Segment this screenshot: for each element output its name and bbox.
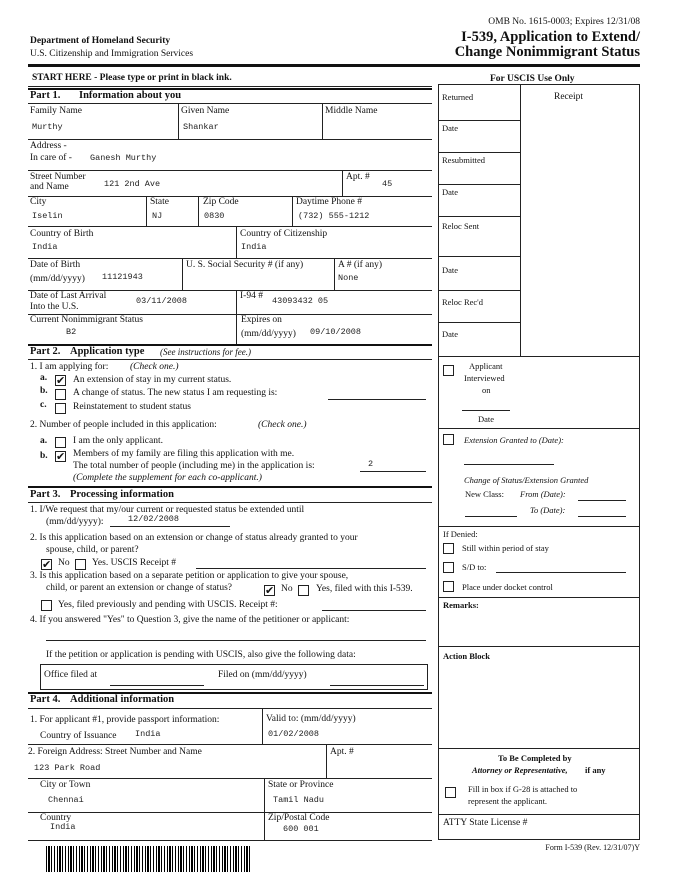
- rule: [464, 464, 554, 465]
- in-care-of-value[interactable]: Ganesh Murthy: [90, 153, 157, 163]
- phone-label: Daytime Phone #: [296, 197, 362, 207]
- apt-value[interactable]: 45: [382, 179, 393, 189]
- foreign-street-value[interactable]: 123 Park Road: [34, 763, 101, 773]
- rule: [236, 226, 237, 258]
- dob-value[interactable]: 11121943: [102, 272, 143, 282]
- phone-value[interactable]: (732) 555-1212: [298, 211, 370, 221]
- rule: [342, 170, 343, 196]
- rule: [178, 103, 179, 139]
- requested-until-value[interactable]: 12/02/2008: [128, 514, 180, 524]
- total-people-value[interactable]: 2: [368, 459, 374, 469]
- sd-to-label: S/D to:: [462, 562, 487, 572]
- rule: [334, 258, 335, 290]
- extension-granted-label: Extension Granted to (Date):: [464, 435, 564, 445]
- from-date-label: From (Date):: [520, 489, 566, 499]
- part3-number: Part 3.: [30, 489, 61, 500]
- rule: [438, 290, 520, 291]
- start-here-instruction: START HERE - Please type or print in black ink.: [32, 73, 232, 83]
- applicant-interviewed-label-2: Interviewed: [464, 373, 505, 383]
- atty-license-label: ATTY State License #: [443, 818, 528, 828]
- part2-heading: Application type: [70, 346, 145, 357]
- office-filed-label: Office filed at: [44, 670, 98, 680]
- foreign-country-label: Country: [40, 813, 72, 823]
- part4-number: Part 4.: [30, 694, 61, 705]
- q3-no-checkbox[interactable]: ✔: [265, 584, 275, 597]
- rule: [262, 708, 263, 744]
- expires-value[interactable]: 09/10/2008: [310, 327, 362, 337]
- part1-number: Part 1.: [30, 90, 61, 101]
- rule: [28, 359, 432, 360]
- family-name-value[interactable]: Murthy: [32, 122, 63, 132]
- rule: [28, 502, 432, 503]
- to-date-label: To (Date):: [530, 505, 566, 515]
- rule: [438, 748, 640, 749]
- family-members-checkbox[interactable]: ✔: [56, 450, 66, 463]
- rule: [438, 184, 520, 185]
- rule: [438, 216, 520, 217]
- rule: [520, 84, 521, 356]
- rule: [438, 356, 640, 357]
- state-value[interactable]: NJ: [152, 211, 163, 221]
- new-status-line[interactable]: [328, 399, 426, 400]
- rule: [292, 196, 293, 226]
- foreign-city-label: City or Town: [40, 780, 91, 790]
- foreign-zip-label: Zip/Postal Code: [268, 813, 330, 823]
- new-class-label: New Class:: [465, 489, 504, 499]
- part4-heading: Additional information: [70, 694, 175, 705]
- rule: [28, 86, 432, 87]
- rule: [322, 103, 323, 139]
- part2-number: Part 2.: [30, 346, 61, 357]
- extension-granted-checkbox[interactable]: [443, 434, 454, 445]
- foreign-state-label: State or Province: [268, 780, 334, 790]
- street-label-2: and Name: [30, 182, 69, 192]
- part2-fee-note: (See instructions for fee.): [160, 347, 251, 357]
- rule: [198, 196, 199, 226]
- city-label: City: [30, 197, 47, 207]
- extension-of-stay-label: An extension of stay in my current status.: [73, 375, 232, 385]
- i94-value[interactable]: 43093432 05: [272, 296, 329, 306]
- given-name-value[interactable]: Shankar: [183, 122, 219, 132]
- applicant-interviewed-label-1: Applicant: [469, 361, 503, 371]
- part3-heading: Processing information: [70, 489, 174, 500]
- remarks-label: Remarks:: [443, 600, 479, 610]
- q1-applying-for: 1. I am applying for:: [30, 362, 109, 372]
- date-label-5: Date: [478, 414, 495, 424]
- q2-check-one: (Check one.): [258, 420, 307, 430]
- barcode: [46, 846, 252, 872]
- rule: [438, 256, 520, 257]
- rule: [438, 152, 520, 153]
- rule: [28, 778, 432, 779]
- p3-q4: 4. If you answered "Yes" to Question 3, give the name of the petitioner or applicant:: [30, 615, 350, 625]
- country-of-citizenship-label: Country of Citizenship: [240, 229, 328, 239]
- rule: [264, 778, 265, 812]
- q2-receipt-line[interactable]: [196, 568, 426, 569]
- attorney-subtitle: Attorney or Representative,: [472, 765, 568, 775]
- zip-label: Zip Code: [203, 197, 239, 207]
- expires-label-2: (mm/dd/yyyy): [241, 329, 296, 339]
- family-name-label: Family Name: [30, 106, 82, 116]
- valid-to-label: Valid to: (mm/dd/yyyy): [266, 714, 356, 724]
- date-label-3: Date: [442, 265, 459, 275]
- rule: [28, 226, 432, 227]
- p3-q3-line2: child, or parent an extension or change of status?: [46, 583, 232, 593]
- rule: [28, 840, 432, 841]
- country-of-birth-label: Country of Birth: [30, 229, 94, 239]
- q3-yes-filed-checkbox[interactable]: [298, 585, 309, 596]
- reinstatement-label: Reinstatement to student status: [73, 402, 191, 412]
- resubmitted-label: Resubmitted: [442, 155, 485, 165]
- agency-name: Department of Homeland Security: [30, 36, 171, 46]
- sd-to-checkbox[interactable]: [443, 562, 454, 573]
- rule: [326, 744, 327, 778]
- part1-heading: Information about you: [79, 90, 182, 101]
- filed-on-label: Filed on (mm/dd/yyyy): [218, 670, 307, 680]
- dob-label-2: (mm/dd/yyyy): [30, 274, 85, 284]
- rule: [438, 814, 640, 815]
- rule: [236, 290, 237, 314]
- still-within-checkbox[interactable]: [443, 543, 454, 554]
- action-block-label: Action Block: [443, 651, 490, 661]
- valid-to-value[interactable]: 01/02/2008: [268, 729, 320, 739]
- rule: [360, 471, 426, 472]
- q3-yes-filed-label: Yes, filed with this I-539.: [316, 584, 413, 594]
- rule: [438, 646, 640, 647]
- date-label-4: Date: [442, 329, 459, 339]
- rule: [28, 139, 432, 140]
- passport-question: 1. For applicant #1, provide passport information:: [30, 715, 220, 725]
- country-of-issuance-value[interactable]: India: [135, 729, 161, 739]
- applicant-interviewed-label-3: on: [482, 385, 491, 395]
- rule: [110, 526, 230, 527]
- omb-number: OMB No. 1615-0003; Expires 12/31/08: [488, 17, 640, 27]
- q2-no-label: No: [58, 558, 70, 568]
- foreign-city-value[interactable]: Chennai: [48, 795, 84, 805]
- date-label-1: Date: [442, 123, 459, 133]
- a-number-label: A # (if any): [338, 260, 383, 270]
- ssn-label: U. S. Social Security # (if any): [186, 260, 304, 270]
- reloc-sent-label: Reloc Sent: [442, 221, 480, 231]
- arrival-label-1: Date of Last Arrival: [30, 291, 107, 301]
- foreign-state-value[interactable]: Tamil Nadu: [273, 795, 325, 805]
- only-applicant-checkbox[interactable]: [55, 437, 66, 448]
- p3-q2-line1: 2. Is this application based on an extension or change of status already granted to your: [30, 533, 358, 543]
- rule: [496, 572, 626, 573]
- rule: [264, 812, 265, 840]
- receipt-label: Receipt: [554, 92, 584, 102]
- country-of-citizenship-value[interactable]: India: [241, 242, 267, 252]
- q2-number-of-people: 2. Number of people included in this application:: [30, 420, 217, 430]
- rule: [28, 170, 432, 171]
- g28-label-2: represent the applicant.: [468, 796, 548, 806]
- middle-name-label: Middle Name: [325, 106, 378, 116]
- total-people-label: The total number of people (including me) in the application is:: [73, 461, 315, 471]
- q2-option-b-letter: b.: [40, 451, 48, 461]
- still-within-label: Still within period of stay: [462, 543, 549, 553]
- reloc-recd-label: Reloc Rec'd: [442, 297, 483, 307]
- filed-on-line[interactable]: [330, 685, 424, 686]
- option-c-letter: c.: [40, 400, 47, 410]
- rule: [28, 103, 432, 104]
- if-denied-label: If Denied:: [443, 529, 478, 539]
- date-label-2: Date: [442, 187, 459, 197]
- rule: [462, 410, 510, 411]
- current-status-label: Current Nonimmigrant Status: [30, 315, 143, 325]
- q3-yes-pending-checkbox[interactable]: [41, 600, 52, 611]
- supplement-note: (Complete the supplement for each co-applicant.): [73, 473, 262, 483]
- office-filed-line[interactable]: [110, 685, 204, 686]
- rule: [438, 322, 520, 323]
- returned-label: Returned: [442, 92, 474, 102]
- rule: [438, 428, 640, 429]
- p3-q1-line1: 1. I/We request that my/our current or requested status be extended until: [30, 505, 305, 515]
- rule: [28, 708, 432, 709]
- country-of-issuance-label: Country of Issuance: [40, 731, 117, 741]
- q2-yes-receipt-label: Yes. USCIS Receipt #: [92, 558, 177, 568]
- attorney-if-any: if any: [585, 765, 606, 775]
- p3-q2-line2: spouse, child, or parent?: [46, 545, 139, 555]
- current-status-value[interactable]: B2: [66, 327, 77, 337]
- address-label: Address -: [30, 141, 67, 151]
- option-b-letter: b.: [40, 386, 48, 396]
- a-number-value[interactable]: None: [338, 273, 359, 283]
- q1-check-one: (Check one.): [130, 362, 179, 372]
- rule: [28, 812, 432, 813]
- street-label-1: Street Number: [30, 172, 86, 182]
- option-a-letter: a.: [40, 373, 48, 383]
- foreign-address-label: 2. Foreign Address: Street Number and Name: [28, 747, 202, 757]
- rule: [578, 516, 626, 517]
- form-title-line2: Change Nonimmigrant Status: [454, 44, 640, 60]
- rule: [146, 196, 147, 226]
- pending-note: If the petition or application is pending with USCIS, also give the following data:: [46, 650, 356, 660]
- family-members-label: Members of my family are filing this application with me.: [73, 449, 295, 459]
- applicant-interviewed-checkbox[interactable]: [443, 365, 454, 376]
- attorney-title: To Be Completed by: [498, 753, 572, 763]
- in-care-of-label: In care of -: [30, 153, 72, 163]
- zip-value[interactable]: 0830: [204, 211, 225, 221]
- p3-q3-line1: 3. Is this application based on a separate petition or application to give your spouse,: [30, 571, 349, 581]
- rule: [28, 258, 432, 259]
- uscis-use-box: [438, 84, 640, 840]
- rule: [438, 526, 640, 527]
- form-title-line1: I-539, Application to Extend/: [461, 29, 640, 45]
- foreign-apt-label: Apt. #: [330, 747, 354, 757]
- header-rule: [28, 64, 640, 67]
- apt-label: Apt. #: [346, 172, 370, 182]
- uscis-use-title: For USCIS Use Only: [490, 74, 575, 84]
- rule: [438, 120, 520, 121]
- change-of-status-checkbox[interactable]: [55, 389, 66, 400]
- dob-label-1: Date of Birth: [30, 260, 81, 270]
- foreign-country-value[interactable]: India: [50, 822, 76, 832]
- g28-label-1: Fill in box if G-28 is attached to: [468, 784, 578, 794]
- docket-control-checkbox[interactable]: [443, 581, 454, 592]
- petitioner-name-line[interactable]: [46, 640, 426, 641]
- arrival-label-2: Into the U.S.: [30, 302, 79, 312]
- rule: [28, 744, 432, 745]
- q3-no-label: No: [281, 584, 293, 594]
- g28-checkbox[interactable]: [445, 787, 456, 798]
- change-granted-label: Change of Status/Extension Granted: [464, 475, 589, 485]
- extension-of-stay-checkbox[interactable]: ✔: [56, 374, 66, 387]
- form-revision: Form I-539 (Rev. 12/31/07)Y: [545, 843, 640, 852]
- p3-q1-line2: (mm/dd/yyyy):: [46, 517, 104, 527]
- rule: [236, 314, 237, 344]
- q2-no-checkbox[interactable]: ✔: [42, 558, 52, 571]
- change-of-status-label: A change of status. The new status I am requesting is:: [73, 388, 278, 398]
- street-value[interactable]: 121 2nd Ave: [104, 179, 161, 189]
- q3-yes-pending-label: Yes, filed previously and pending with USCIS. Receipt #:: [58, 600, 278, 610]
- arrival-value[interactable]: 03/11/2008: [136, 296, 188, 306]
- q2-option-a-letter: a.: [40, 436, 48, 446]
- q2-yes-checkbox[interactable]: [75, 559, 86, 570]
- rule: [465, 516, 517, 517]
- i94-label: I-94 #: [240, 291, 263, 301]
- country-of-birth-value[interactable]: India: [32, 242, 58, 252]
- given-name-label: Given Name: [181, 106, 230, 116]
- q3-receipt-line[interactable]: [322, 610, 426, 611]
- state-label: State: [150, 197, 169, 207]
- foreign-zip-value[interactable]: 600 001: [283, 824, 319, 834]
- rule: [438, 597, 640, 598]
- rule: [578, 500, 626, 501]
- docket-control-label: Place under docket control: [462, 582, 553, 592]
- city-value[interactable]: Iselin: [32, 211, 63, 221]
- rule: [182, 258, 183, 290]
- only-applicant-label: I am the only applicant.: [73, 436, 163, 446]
- rule: [28, 486, 432, 488]
- expires-label-1: Expires on: [241, 315, 282, 325]
- reinstatement-checkbox[interactable]: [55, 403, 66, 414]
- sub-agency-name: U.S. Citizenship and Immigration Services: [30, 49, 194, 59]
